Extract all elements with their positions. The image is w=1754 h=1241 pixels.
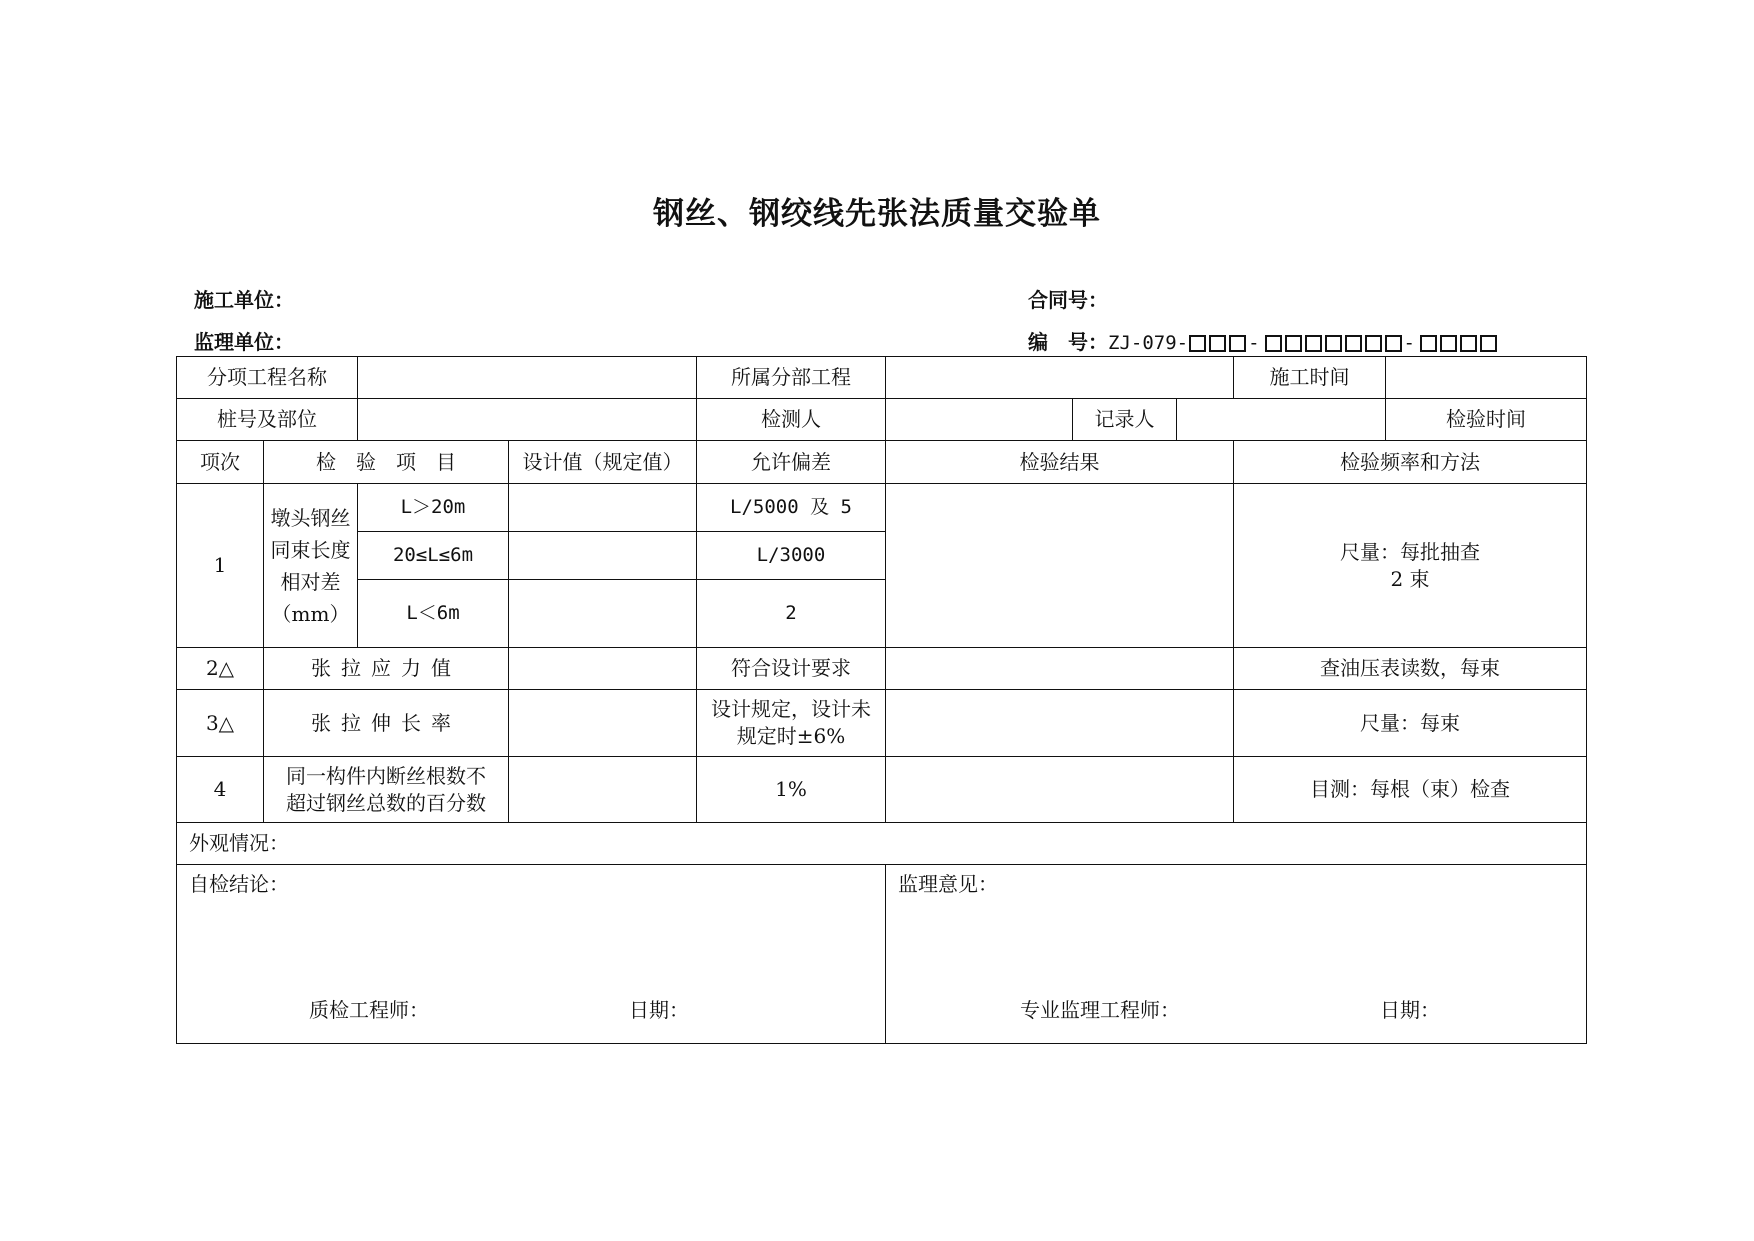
construction-unit-label: 施工单位： [194, 288, 294, 312]
inspection-table [176, 356, 1587, 1044]
row1-result[interactable] [886, 484, 1234, 648]
row1-tolerance: 2 [697, 580, 886, 648]
serial-box-group-3 [1417, 333, 1497, 357]
contract-no-label: 合同号： [1028, 288, 1108, 312]
column-result: 检验结果 [886, 441, 1234, 484]
recorder-label: 记录人 [1073, 399, 1177, 441]
row4-result[interactable] [886, 757, 1234, 823]
inspector-value[interactable] [886, 399, 1073, 441]
row1-design-value[interactable] [509, 580, 697, 648]
column-frequency: 检验频率和方法 [1234, 441, 1587, 484]
column-check-item: 检 验 项 目 [264, 441, 509, 484]
row4-check-item-line1: 同一构件内断丝根数不 [286, 763, 486, 788]
station-location-value[interactable] [358, 399, 697, 441]
row4-frequency: 目测：每根（束）检查 [1234, 757, 1587, 823]
row3-result[interactable] [886, 690, 1234, 757]
supervision-unit-label: 监理单位： [194, 330, 294, 354]
parent-project-label: 所属分部工程 [697, 357, 886, 399]
subitem-name-value[interactable] [358, 357, 697, 399]
self-check-date-label: 日期： [629, 998, 689, 1022]
form-title: 钢丝、钢绞线先张法质量交验单 [653, 196, 1101, 232]
construction-time-label: 施工时间 [1234, 357, 1386, 399]
row1-design-value[interactable] [509, 484, 697, 532]
row1-frequency-line2: 2 束 [1390, 566, 1430, 591]
row2-result[interactable] [886, 648, 1234, 690]
serial-label: 编 号： [1028, 330, 1108, 354]
serial-separator: - [1248, 332, 1260, 354]
qc-engineer-label: 质检工程师： [309, 998, 429, 1022]
serial-separator: - [1403, 332, 1415, 354]
row2-check-item: 张拉应力值 [264, 648, 509, 690]
row1-frequency-line1: 尺量：每批抽查 [1340, 539, 1480, 564]
row3-tolerance [697, 690, 886, 757]
inspector-label: 检测人 [697, 399, 886, 441]
self-check-label: 自检结论： [189, 872, 289, 896]
station-location-label: 桩号及部位 [177, 399, 358, 441]
parent-project-value[interactable] [886, 357, 1234, 399]
column-design-value: 设计值（规定值） [509, 441, 697, 484]
row3-design-value[interactable] [509, 690, 697, 757]
recorder-value[interactable] [1177, 399, 1386, 441]
row1-tolerance: L/3000 [697, 532, 886, 580]
supervision-date-label: 日期： [1380, 998, 1440, 1022]
row3-tolerance-line2: 规定时±6% [736, 724, 846, 748]
serial-box-group-2 [1262, 333, 1402, 357]
self-check-section[interactable] [177, 865, 886, 1044]
inspection-time-label: 检验时间 [1386, 399, 1587, 441]
row3-item-no: 3△ [177, 690, 264, 757]
row2-frequency: 查油压表读数，每束 [1234, 648, 1587, 690]
supervisor-engineer-label: 专业监理工程师： [1020, 998, 1180, 1022]
row1-check-item: 墩头钢丝同束长度相对差（mm） [264, 484, 358, 648]
serial-number [1028, 326, 1497, 357]
row2-tolerance: 符合设计要求 [697, 648, 886, 690]
row3-frequency: 尺量：每束 [1234, 690, 1587, 757]
row3-check-item: 张拉伸长率 [264, 690, 509, 757]
column-tolerance: 允许偏差 [697, 441, 886, 484]
column-item-no: 项次 [177, 441, 264, 484]
subitem-name-label: 分项工程名称 [177, 357, 358, 399]
row1-sub-item: L＞20m [358, 484, 509, 532]
row2-design-value[interactable] [509, 648, 697, 690]
row1-sub-item: L＜6m [358, 580, 509, 648]
row4-tolerance: 1% [697, 757, 886, 823]
appearance-label: 外观情况： [189, 831, 289, 855]
row4-item-no: 4 [177, 757, 264, 823]
row1-item-no: 1 [177, 484, 264, 648]
row1-tolerance: L/5000 及 5 [697, 484, 886, 532]
row3-tolerance-line1: 设计规定，设计未 [711, 697, 871, 721]
row4-check-item [264, 757, 509, 823]
serial-prefix: ZJ-079- [1108, 332, 1189, 354]
appearance-cell[interactable] [177, 823, 1587, 865]
supervision-opinion-label: 监理意见： [898, 872, 998, 896]
serial-box-group-1 [1188, 333, 1246, 357]
construction-time-value[interactable] [1386, 357, 1587, 399]
row1-sub-item: 20≤L≤6m [358, 532, 509, 580]
row2-item-no: 2△ [177, 648, 264, 690]
row4-design-value[interactable] [509, 757, 697, 823]
supervision-opinion-section[interactable] [886, 865, 1587, 1044]
row1-design-value[interactable] [509, 532, 697, 580]
row1-frequency [1234, 484, 1587, 648]
row4-check-item-line2: 超过钢丝总数的百分数 [286, 790, 486, 815]
